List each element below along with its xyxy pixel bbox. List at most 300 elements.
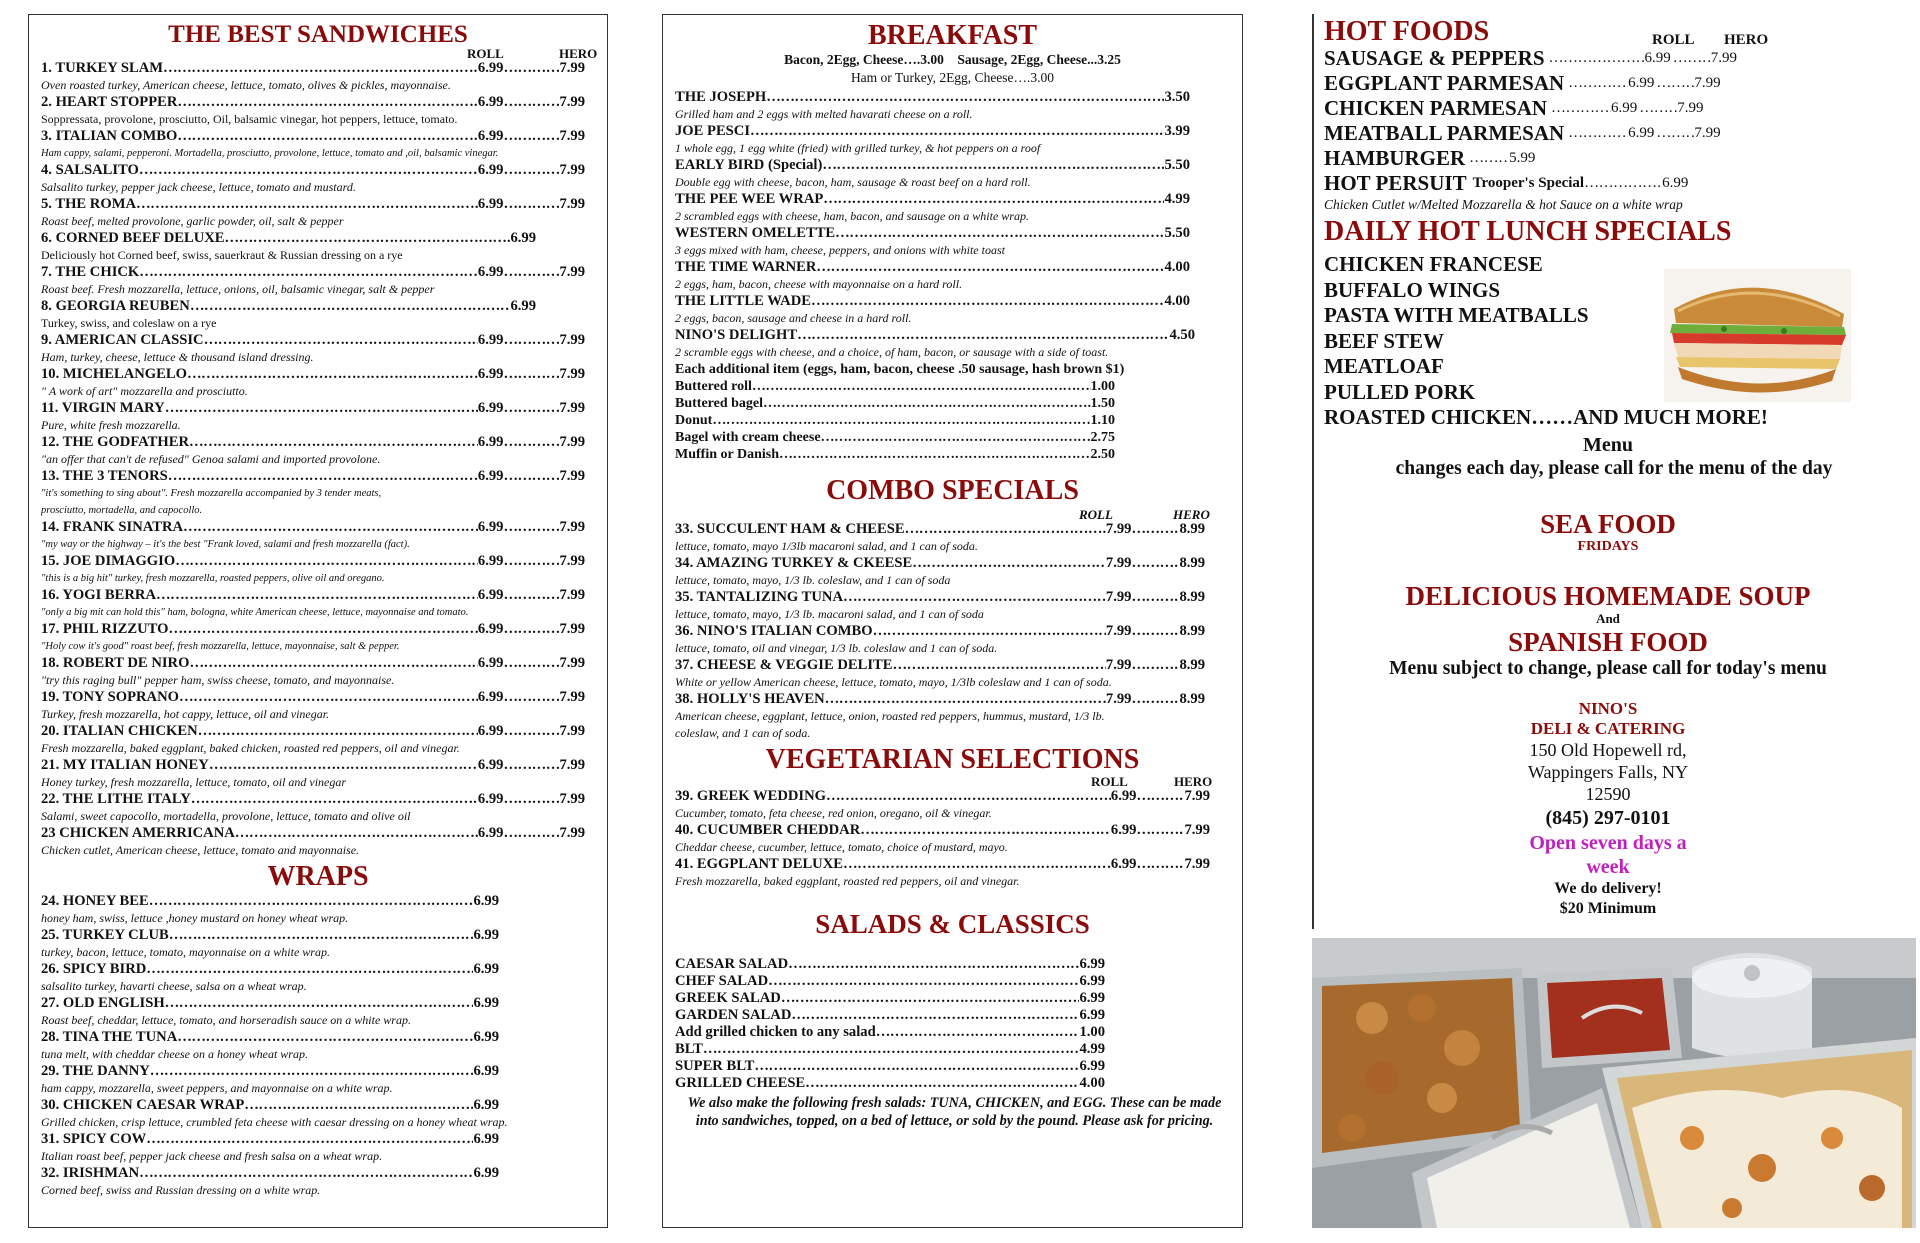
- item-description: "try this raging bull" pepper ham, swiss cheese, tomato, and mayonnaise.: [41, 673, 395, 687]
- menu-item: [41, 995, 597, 1029]
- hot-food-name: HAMBURGER: [1324, 146, 1466, 170]
- leader-dots: [165, 995, 474, 1012]
- hot-food-row: [1324, 146, 1916, 171]
- roll-price: 6.99: [477, 655, 504, 671]
- menu-item-line: [675, 856, 1210, 873]
- roll-price: 6.99: [477, 587, 504, 603]
- item-name: GRILLED CHEESE: [675, 1075, 806, 1091]
- leader-dots: [503, 723, 559, 740]
- item-name: Bagel with cream cheese: [675, 430, 821, 445]
- hero-price: 7.99: [559, 366, 585, 382]
- menu-item: [41, 927, 597, 961]
- address-line1: 150 Old Hopewell rd,: [1529, 739, 1687, 760]
- leader-dots: [503, 689, 559, 706]
- menu-item-line: [41, 332, 585, 349]
- leader-dots: [177, 128, 478, 145]
- item-description: "only a big mit can hold this" ham, bologna, white American cheese, lettuce, mayonnaise and tomato.: [41, 607, 469, 618]
- wrap-list: [41, 893, 597, 1199]
- menu-item: [675, 191, 1232, 225]
- leader-dots: [503, 587, 559, 604]
- leader-dots: [169, 927, 474, 944]
- menu-item-line: [41, 60, 585, 77]
- item-name: 5. THE ROMA: [41, 196, 137, 212]
- menu-item: [41, 689, 597, 723]
- hero-price: 7.99: [559, 655, 585, 671]
- hero-price: 8.99: [1179, 521, 1205, 537]
- leader-dots: [168, 468, 478, 485]
- hot-foods-hero-header: HERO: [1724, 32, 1769, 48]
- menu-item: [41, 94, 597, 128]
- item-price: 6.99: [1079, 1058, 1105, 1074]
- item-description: Corned beef, swiss and Russian dressing on a white wrap.: [41, 1183, 321, 1197]
- hot-food-row: [1324, 71, 1916, 96]
- hot-food-hero-price: 7.99: [1710, 50, 1738, 66]
- spanish-food-title: SPANISH FOOD: [1508, 626, 1708, 657]
- menu-item-line: [675, 327, 1195, 344]
- item-name: 22. THE LITHE ITALY: [41, 791, 191, 807]
- item-name: Buttered bagel: [675, 396, 764, 411]
- leader-dots: [150, 1063, 474, 1080]
- item-name: 6. CORNED BEEF DELUXE: [41, 230, 225, 246]
- ham-turkey-egg-cheese: Ham or Turkey, 2Egg, Cheese….3.00: [850, 70, 1055, 85]
- item-price: 3.99: [1164, 123, 1190, 139]
- leader-dots: [1656, 71, 1694, 96]
- leader-dots: [843, 856, 1111, 873]
- daily-special-item: CHICKEN FRANCESE: [1324, 252, 1543, 276]
- leader-dots: [225, 230, 511, 247]
- item-name: Buttered roll: [675, 379, 752, 394]
- leader-dots: [788, 956, 1079, 973]
- menu-item-line: [675, 589, 1205, 606]
- item-price: 6.99: [473, 893, 499, 909]
- hot-foods-title: HOT FOODS: [1324, 16, 1490, 47]
- leader-dots: [503, 366, 559, 383]
- leader-dots: [235, 825, 478, 842]
- leader-dots: [503, 468, 559, 485]
- menu-item: [41, 553, 597, 587]
- hero-price: 7.99: [559, 128, 585, 144]
- item-description: " A work of art" mozzarella and prosciutto.: [41, 384, 248, 398]
- leader-dots: [139, 264, 478, 281]
- item-price: 4.00: [1079, 1075, 1105, 1091]
- sandwich-photo: [1664, 269, 1851, 402]
- hero-price: 7.99: [559, 162, 585, 178]
- hero-price: 7.99: [559, 60, 585, 76]
- item-description: Grilled ham and 2 eggs with melted havarati cheese on a roll.: [675, 107, 973, 121]
- leader-dots: [139, 1165, 473, 1182]
- item-description: Honey turkey, fresh mozzarella, lettuce, tomato, oil and vinegar: [41, 775, 347, 789]
- item-name: 31. SPICY COW: [41, 1131, 147, 1147]
- leader-dots: [826, 788, 1111, 805]
- roll-price: 6.99: [477, 400, 504, 416]
- leader-dots: [503, 757, 559, 774]
- item-name: 23 CHICKEN AMERRICANA: [41, 825, 235, 841]
- menu-item-line: [41, 791, 585, 808]
- delivery-minimum: $20 Minimum: [1559, 899, 1657, 917]
- item-price: 1.00: [1079, 1024, 1105, 1040]
- leader-dots: [183, 519, 478, 536]
- hot-food-row: [1324, 96, 1916, 121]
- leader-dots: [835, 225, 1164, 242]
- item-name: 36. NINO'S ITALIAN COMBO: [675, 623, 873, 639]
- daily-special-item: BUFFALO WINGS: [1324, 277, 1500, 302]
- item-description: tuna melt, with cheddar cheese on a honey wheat wrap.: [41, 1047, 308, 1061]
- item-description: Turkey, fresh mozzarella, hot cappy, lettuce, oil and vinegar.: [41, 707, 330, 721]
- menu-item-line: [41, 995, 499, 1012]
- daily-special-item: PULLED PORK: [1324, 379, 1476, 404]
- item-description: 3 eggs mixed with ham, cheese, peppers, and onions with white toast: [675, 243, 1005, 257]
- menu-item-line: [41, 230, 536, 247]
- menu-item-line: [41, 587, 585, 604]
- roll-price: 6.99: [1110, 856, 1137, 872]
- roll-price: 7.99: [1105, 657, 1132, 673]
- menu-item-line: [41, 1097, 499, 1114]
- item-description-cont: coleslaw, and 1 can of soda.: [675, 726, 811, 740]
- item-description: Pure, white fresh mozzarella.: [41, 418, 181, 432]
- combo-title: COMBO SPECIALS: [826, 475, 1079, 506]
- item-price: 6.99: [473, 995, 499, 1011]
- sausage-egg-cheese: Sausage, 2Egg, Cheese...3.25: [957, 52, 1121, 67]
- roll-price: 6.99: [477, 434, 504, 450]
- leader-dots: [503, 94, 559, 111]
- leader-dots: [1551, 96, 1611, 121]
- hot-food-hero-price: 7.99: [1694, 75, 1721, 91]
- leader-dots: [146, 961, 473, 978]
- menu-item-line: [675, 157, 1190, 174]
- leader-dots: [139, 162, 478, 179]
- menu-item: [675, 788, 1210, 822]
- hot-food-hero-price: 7.99: [1677, 100, 1704, 116]
- soup-and: And: [1596, 610, 1620, 626]
- roll-price: 6.99: [477, 468, 504, 484]
- menu-item: [41, 791, 597, 825]
- roll-price: 6.99: [477, 757, 504, 773]
- menu-item-line: [675, 973, 1105, 990]
- leader-dots: [1131, 623, 1179, 640]
- daily-specials-title: DAILY HOT LUNCH SPECIALS: [1324, 216, 1732, 247]
- breakfast-title: BREAKFAST: [867, 20, 1038, 51]
- hero-price: 7.99: [559, 468, 585, 484]
- item-name: 24. HONEY BEE: [41, 893, 149, 909]
- leader-dots: [754, 1058, 1079, 1075]
- menu-item: [675, 822, 1210, 856]
- hero-price: 7.99: [559, 757, 585, 773]
- leader-dots: [503, 196, 559, 213]
- item-name: 10. MICHELANGELO: [41, 366, 187, 382]
- leader-dots: [912, 555, 1106, 572]
- item-name: 8. GEORGIA REUBEN: [41, 298, 190, 314]
- menu-item-line: [41, 162, 585, 179]
- leader-dots: [1131, 657, 1179, 674]
- leader-dots: [189, 655, 477, 672]
- leader-dots: [781, 990, 1080, 1007]
- item-description: Fresh mozzarella, baked eggplant, baked chicken, roasted red peppers, oil and vinegar.: [41, 741, 460, 755]
- leader-dots: [209, 757, 478, 774]
- menu-item-line: [675, 446, 1115, 463]
- menu-item-line: [41, 1029, 499, 1046]
- phone-number[interactable]: (845) 297-0101: [1545, 806, 1671, 829]
- item-name: 20. ITALIAN CHICKEN: [41, 723, 198, 739]
- sandwich-list: [41, 60, 597, 859]
- item-name: 27. OLD ENGLISH: [41, 995, 165, 1011]
- salads-title: SALADS & CLASSICS: [815, 909, 1090, 939]
- item-description: 2 scramble eggs with cheese, and a choice, of ham, bacon, or sausage with a side of toast.: [675, 345, 1109, 359]
- hero-price: 8.99: [1179, 691, 1205, 707]
- item-price: 4.99: [1079, 1041, 1105, 1057]
- menu-item-line: [41, 94, 585, 111]
- item-description: Roast beef. Fresh mozzarella, lettuce, onions, oil, balsamic vinegar, salt & pepper: [41, 282, 435, 296]
- menu-item-line: [41, 655, 585, 672]
- leader-dots: [190, 298, 511, 315]
- additional-item-note: Each additional item (eggs, ham, bacon, cheese .50 sausage, hash brown $1): [675, 362, 1125, 377]
- item-description: lettuce, tomato, oil and vinegar, 1/3 lb. coleslaw and 1 can of soda.: [675, 641, 998, 655]
- menu-item-line: [675, 89, 1190, 106]
- item-price: 5.50: [1164, 157, 1190, 173]
- item-price: 6.99: [473, 1063, 499, 1079]
- menu-item-line: [41, 519, 585, 536]
- leader-dots: [136, 196, 478, 213]
- hot-food-hero-price: 7.99: [1694, 125, 1721, 141]
- leader-dots: [1656, 121, 1694, 146]
- item-price: 3.50: [1164, 89, 1190, 105]
- menu-item-line: [675, 555, 1205, 572]
- item-description: honey ham, swiss, lettuce ,honey mustard on honey wheat wrap.: [41, 911, 349, 925]
- item-description: "an offer that can't de refused" Genoa salami and imported provolone.: [41, 452, 381, 466]
- item-description: 1 whole egg, 1 egg white (fried) with grilled turkey, & hot peppers on a roof: [675, 141, 1041, 155]
- roll-price: 6.99: [477, 791, 504, 807]
- hot-food-roll-price: 6.99: [1644, 50, 1671, 66]
- menu-item: [675, 225, 1232, 259]
- roll-price: 6.99: [477, 366, 504, 382]
- item-price: 6.99: [473, 1165, 499, 1181]
- item-description: Soppressata, provolone, prosciutto, Oil, balsamic vinegar, hot peppers, lettuce, tomato.: [41, 112, 458, 126]
- menu-item-line: [675, 378, 1115, 395]
- menu-item-line: [675, 123, 1190, 140]
- menu-item: [41, 1131, 597, 1165]
- leader-dots: [177, 1029, 473, 1046]
- hero-header: HERO: [559, 46, 598, 61]
- item-name: 21. MY ITALIAN HONEY: [41, 757, 209, 773]
- hero-price: 6.99: [510, 230, 536, 246]
- roll-price: 6.99: [477, 196, 504, 212]
- leader-dots: [198, 723, 478, 740]
- item-description: ham cappy, mozzarella, sweet peppers, and mayonnaise on a white wrap.: [41, 1081, 393, 1095]
- item-description: Deliciously hot Corned beef, swiss, sauerkraut & Russian dressing on a rye: [41, 248, 403, 262]
- item-description: lettuce, tomato, mayo, 1/3 lb. macaroni salad, and 1 can of soda: [675, 607, 984, 621]
- menu-item-line: [41, 366, 585, 383]
- leader-dots: [503, 655, 559, 672]
- item-name: 41. EGGPLANT DELUXE: [675, 856, 843, 872]
- item-price: 4.00: [1164, 259, 1190, 275]
- menu-item: [41, 1029, 597, 1063]
- leader-dots: [503, 434, 559, 451]
- leader-dots: [1131, 555, 1179, 572]
- menu-item: [41, 60, 597, 94]
- roll-price: 6.99: [477, 332, 504, 348]
- item-name: 11. VIRGIN MARY: [41, 400, 165, 416]
- hot-food-roll-price: 6.99: [1611, 100, 1638, 116]
- menu-item-line: [41, 621, 585, 638]
- menu-item-line: [675, 191, 1190, 208]
- buffet-trays-photo: [1312, 938, 1916, 1228]
- item-description: "this is a big hit" turkey, fresh mozzarella, roasted peppers, olive oil and oregano.: [41, 573, 385, 584]
- item-description: Cheddar cheese, cucumber, lettuce, tomato, choice of mustard, mayo.: [675, 840, 1008, 854]
- leader-dots: [1469, 146, 1509, 171]
- leader-dots: [703, 1041, 1080, 1058]
- item-name: 14. FRANK SINATRA: [41, 519, 184, 535]
- hot-food-name: EGGPLANT PARMESAN: [1324, 71, 1565, 95]
- item-description: 2 eggs, bacon, sausage and cheese in a hard roll.: [675, 311, 912, 325]
- menu-item: [675, 657, 1205, 691]
- hero-price: 7.99: [559, 519, 585, 535]
- leader-dots: [712, 412, 1090, 429]
- item-description: lettuce, tomato, mayo, 1/3 lb. coleslaw, and 1 can of soda: [675, 573, 951, 587]
- leader-dots: [146, 1131, 473, 1148]
- leader-dots: [1673, 46, 1711, 71]
- item-description: Double egg with cheese, bacon, ham, sausage & roast beef on a hard roll.: [675, 175, 1031, 189]
- menu-item-line: [41, 1131, 499, 1148]
- menu-item: [41, 468, 597, 519]
- roll-price: 7.99: [1105, 691, 1132, 707]
- vegetarian-column-headers: [675, 774, 1232, 788]
- item-name: THE JOSEPH: [675, 89, 767, 105]
- leader-dots: [503, 264, 559, 281]
- menu-label: Menu: [1583, 433, 1633, 456]
- item-price: 2.50: [1090, 447, 1115, 462]
- menu-item-line: [675, 1075, 1105, 1092]
- menu-item-line: [675, 293, 1190, 310]
- seafood-fridays: FRIDAYS: [1577, 538, 1639, 554]
- item-price: 4.99: [1164, 191, 1190, 207]
- menu-item: [675, 327, 1232, 361]
- item-description: Salsalito turkey, pepper jack cheese, lettuce, tomato and mustard.: [41, 180, 356, 194]
- item-name: 38. HOLLY'S HEAVEN: [675, 691, 825, 707]
- hot-food-name: SAUSAGE & PEPPERS: [1324, 46, 1545, 70]
- item-description: turkey, bacon, lettuce, tomato, mayonnaise on a white wrap.: [41, 945, 330, 959]
- leader-dots: [860, 822, 1111, 839]
- menu-item: [41, 587, 597, 621]
- hot-persuit-price: 6.99: [1662, 175, 1689, 191]
- item-price: 1.50: [1090, 396, 1115, 411]
- menu-item: [675, 259, 1232, 293]
- item-description: Fresh mozzarella, baked eggplant, roasted red peppers, oil and vinegar.: [675, 874, 1020, 888]
- item-description: 2 eggs, ham, bacon, cheese with mayonnaise on a hard roll.: [675, 277, 963, 291]
- hot-food-roll-price: 5.99: [1509, 150, 1536, 166]
- item-name: 37. CHEESE & VEGGIE DELITE: [675, 657, 893, 673]
- menu-item: [41, 196, 597, 230]
- menu-item: [675, 691, 1205, 742]
- hot-foods-header: [1324, 14, 1916, 46]
- leader-dots: [811, 293, 1164, 310]
- menu-item-line: [675, 1024, 1105, 1041]
- menu-item: [41, 264, 597, 298]
- item-name: 9. AMERICAN CLASSIC: [41, 332, 204, 348]
- address-zip: 12590: [1585, 783, 1631, 804]
- menu-item: [41, 519, 597, 553]
- leader-dots: [1568, 71, 1628, 96]
- hero-price: 7.99: [559, 587, 585, 603]
- item-name: 28. TINA THE TUNA: [41, 1029, 178, 1045]
- hero-price: 7.99: [559, 791, 585, 807]
- item-price: 5.50: [1164, 225, 1190, 241]
- leader-dots: [191, 791, 478, 808]
- leader-dots: [822, 157, 1164, 174]
- soup-title: DELICIOUS HOMEMADE SOUP: [1405, 580, 1811, 611]
- business-name: NINO'S: [1578, 698, 1638, 718]
- delivery-note: We do delivery!: [1554, 879, 1662, 897]
- menu-item-line: [41, 757, 585, 774]
- hot-food-roll-price: 6.99: [1628, 75, 1655, 91]
- leader-dots: [187, 366, 478, 383]
- item-price: 6.99: [473, 927, 499, 943]
- item-name: Add grilled chicken to any salad: [675, 1024, 876, 1040]
- hot-food-row: [1324, 121, 1916, 146]
- item-price: 1.10: [1090, 413, 1115, 428]
- roll-price: 6.99: [477, 162, 504, 178]
- item-name: 13. THE 3 TENORS: [41, 468, 168, 484]
- menu-item-line: [41, 723, 585, 740]
- item-name: 26. SPICY BIRD: [41, 961, 147, 977]
- menu-item: [41, 162, 597, 196]
- leader-dots: [892, 657, 1105, 674]
- item-name: 7. THE CHICK: [41, 264, 140, 280]
- leader-dots: [876, 1024, 1080, 1041]
- leader-dots: [797, 327, 1169, 344]
- salad-list: [675, 956, 1105, 1092]
- item-description: "Holy cow it's good" roast beef, fresh mozzarella, lettuce, mayonnaise, salt & pepper.: [41, 641, 400, 652]
- item-price: 6.99: [1079, 990, 1105, 1006]
- menu-item-line: [41, 434, 585, 451]
- hero-price: 7.99: [559, 723, 585, 739]
- item-description: Italian roast beef, pepper jack cheese and fresh salsa on a wheat wrap.: [41, 1149, 383, 1163]
- item-description: Turkey, swiss, and coleslaw on a rye: [41, 316, 217, 330]
- hero-price: 7.99: [559, 553, 585, 569]
- roll-price: 6.99: [477, 264, 504, 280]
- hot-food-roll-price: 6.99: [1628, 125, 1655, 141]
- hot-foods-panel: [1312, 14, 1916, 1228]
- leader-dots: [823, 191, 1164, 208]
- menu-item-line: [675, 657, 1205, 674]
- breakfast-basics-line1: [663, 51, 1242, 69]
- menu-item-line: [675, 1041, 1105, 1058]
- roll-price: 6.99: [1110, 788, 1137, 804]
- menu-item: [41, 655, 597, 689]
- menu-item-line: [675, 225, 1190, 242]
- roll-price: 6.99: [1110, 822, 1137, 838]
- item-name: JOE PESCI: [675, 123, 751, 139]
- menu-item-line: [41, 196, 585, 213]
- menu-item-line: [41, 825, 585, 842]
- menu-item-line: [41, 893, 499, 910]
- item-name: 2. HEART STOPPER: [41, 94, 178, 110]
- item-description: Grilled chicken, crisp lettuce, crumbled feta cheese with caesar dressing on a honey wheat wrap.: [41, 1115, 508, 1129]
- daily-special-item: BEEF STEW: [1324, 328, 1445, 353]
- hero-price: 7.99: [1184, 822, 1210, 838]
- hot-food-name: CHICKEN PARMESAN: [1324, 96, 1548, 120]
- item-name: CAESAR SALAD: [675, 956, 789, 972]
- hero-price: 7.99: [559, 825, 585, 841]
- menu-item-line: [41, 1165, 499, 1182]
- leader-dots: [1568, 121, 1628, 146]
- menu-item: [41, 757, 597, 791]
- menu-item: [41, 366, 597, 400]
- seafood-title: SEA FOOD: [1540, 508, 1676, 539]
- roll-price: 6.99: [477, 621, 504, 637]
- item-price: 6.99: [473, 1131, 499, 1147]
- menu-item: [675, 555, 1205, 589]
- menu-item: [675, 856, 1210, 890]
- veg-roll-header: ROLL: [1091, 774, 1128, 789]
